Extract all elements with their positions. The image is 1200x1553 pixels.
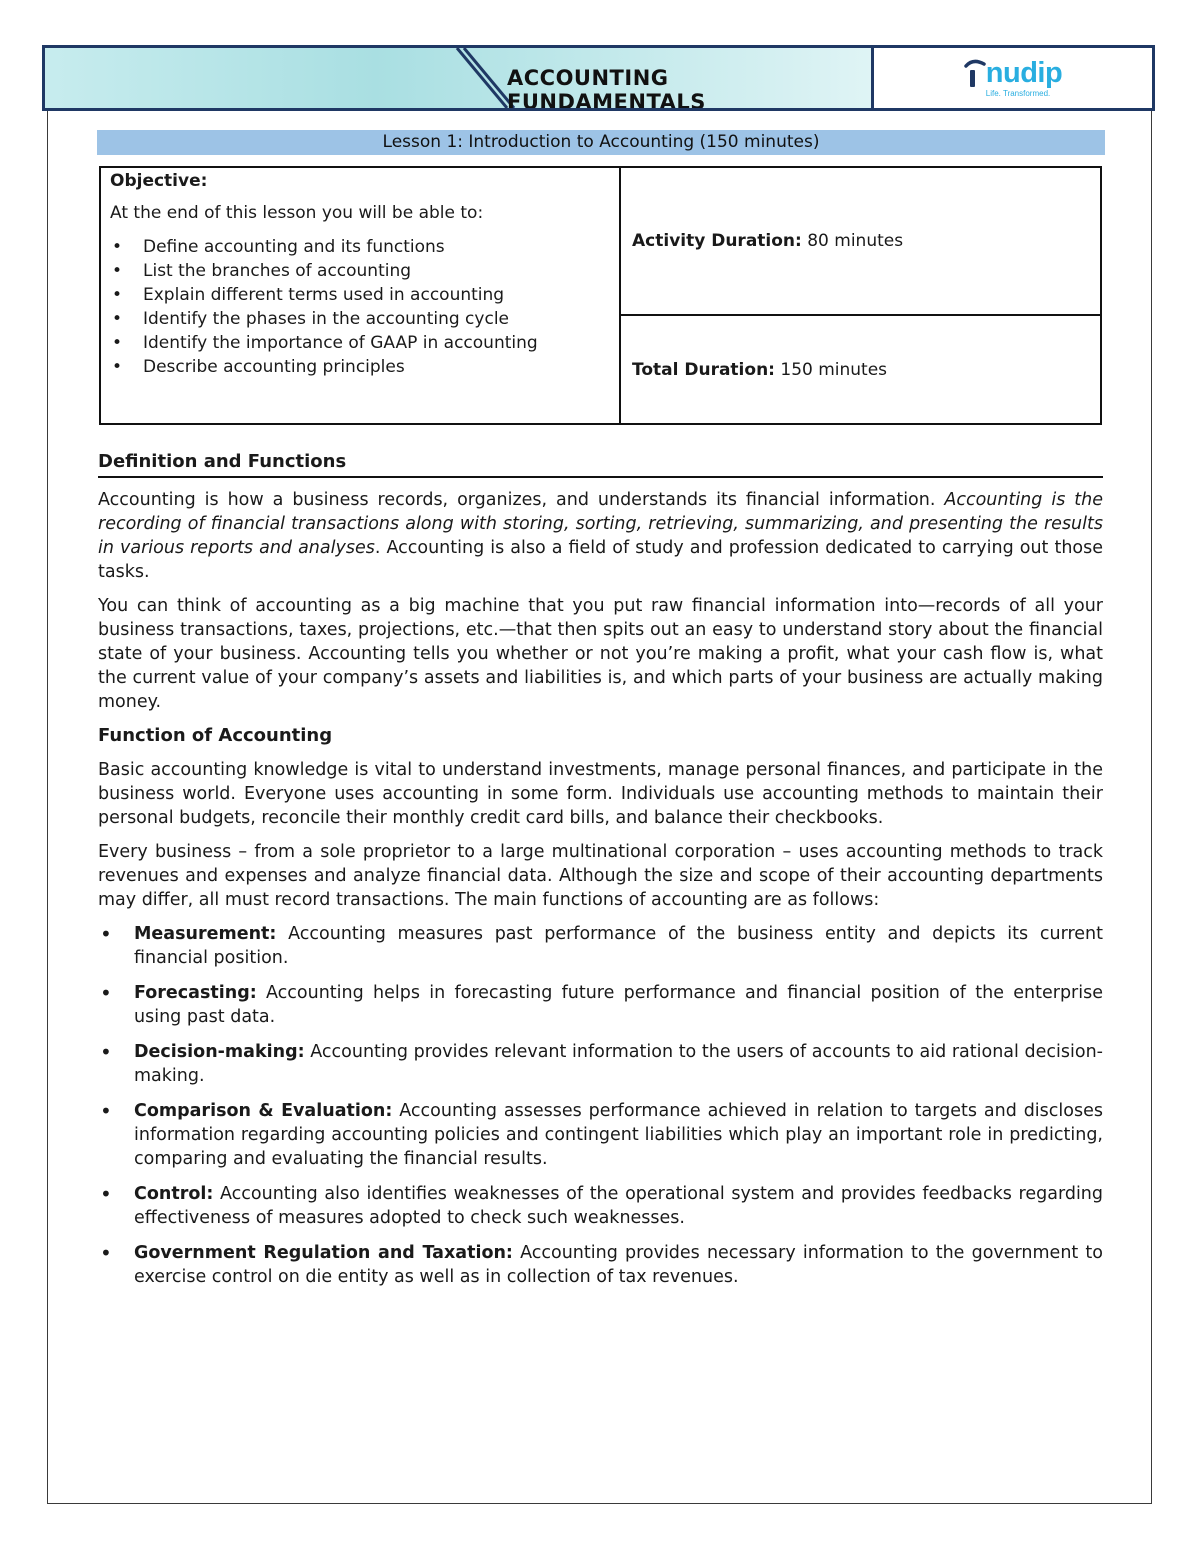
subsection-title: Function of Accounting (98, 725, 333, 746)
paragraph-every-business: Every business – from a sole proprietor to a large multinational corporation – uses accounting methods to track revenues and expenses and analyze financial data. Although the size and scope of their accounting departments may differ, all must record transactions. The main functions of accounting are as follows: (98, 842, 1103, 910)
objective-item: • Identify the importance of GAAP in accounting (110, 331, 609, 355)
objective-item: • Explain different terms used in accounting (110, 283, 609, 307)
activity-duration-label: Activity Duration: (632, 231, 802, 251)
logo-tagline: Life. Transformed. (985, 89, 1051, 98)
function-text: Accounting helps in forecasting future performance and financial position of the enterprise using past data. (134, 983, 1103, 1027)
section-title: Definition and Functions (98, 450, 1103, 478)
function-term: Comparison & Evaluation: (134, 1101, 393, 1121)
main-content (98, 450, 1103, 1300)
function-item (98, 1241, 1103, 1289)
function-item (98, 981, 1103, 1029)
nudip-logo (874, 48, 1152, 108)
function-text: Accounting measures past performance of the business entity and depicts its current financial position. (134, 924, 1103, 968)
objective-title: Objective: (110, 171, 208, 191)
paragraph-text: Accounting is how a business records, organizes, and understands its financial information. (98, 490, 945, 510)
objective-intro: At the end of this lesson you will be able to: (110, 203, 484, 223)
function-text: Accounting provides relevant information to the users of accounts to aid rational decision-making. (134, 1042, 1103, 1086)
definition-italic-text: Accounting is the recording of financial transactions along with storing, sorting, retrieving, summarizing, and presenting the results in various reports and analyses (98, 490, 1103, 558)
logo-text: nudip (985, 57, 1063, 89)
function-item (98, 922, 1103, 970)
function-term: Measurement: (134, 924, 277, 944)
header-title: ACCOUNTING FUNDAMENTALS (507, 66, 706, 108)
total-duration-label: Total Duration: (632, 359, 775, 380)
function-item (98, 1040, 1103, 1088)
objective-item: • Identify the phases in the accounting cycle (110, 307, 609, 331)
header-title-panel (45, 48, 874, 108)
objective-item: • Define accounting and its functions (110, 235, 609, 259)
function-text: Accounting also identifies weaknesses of the operational system and provides feedbacks regarding effectiveness of measures adopted to check such weaknesses. (134, 1184, 1103, 1228)
objective-cell (100, 167, 620, 424)
functions-list (98, 922, 1103, 1289)
logo-i-icon (964, 58, 986, 88)
paragraph-machine: You can think of accounting as a big machine that you put raw financial information into—records of all your business transactions, taxes, projections, etc.—that then spits out an easy to understand story about the financial state of your business. Accounting tells you whether or not you’re making a profit, what your cash flow is, what the current value of your company’s assets and liabilities is, and which parts of your business are actually making money. (98, 596, 1103, 712)
function-text: Accounting assesses performance achieved in relation to targets and discloses information regarding accounting policies and contingent liabilities which play an important role in predicting, comparing and evaluating the financial results. (134, 1101, 1103, 1169)
function-term: Forecasting: (134, 983, 257, 1003)
paragraph-definition (98, 488, 1103, 584)
objective-table (99, 166, 1102, 425)
objective-item: • List the branches of accounting (110, 259, 609, 283)
header-stripes-decoration (455, 48, 515, 108)
function-text: Accounting provides necessary information to the government to exercise control on die entity as well as in collection of tax revenues. (134, 1243, 1103, 1287)
function-item (98, 1182, 1103, 1230)
function-term: Government Regulation and Taxation: (134, 1243, 513, 1263)
activity-duration-value: 80 minutes (801, 231, 904, 251)
function-term: Decision-making: (134, 1042, 305, 1062)
total-duration-value: 150 minutes (774, 359, 888, 380)
total-duration-cell (620, 315, 1101, 424)
paragraph-text: . Accounting is also a field of study and profession dedicated to carrying out those tasks. (98, 538, 1104, 582)
function-term: Control: (134, 1184, 214, 1204)
page-header (42, 45, 1155, 111)
objective-item: • Describe accounting principles (110, 355, 609, 379)
paragraph-basic-knowledge: Basic accounting knowledge is vital to understand investments, manage personal finances, and participate in the business world. Everyone uses accounting in some form. Individuals use accounting methods to maintain their personal budgets, reconcile their monthly credit card bills, and balance their checkbooks. (98, 760, 1103, 828)
lesson-banner: Lesson 1: Introduction to Accounting (150 minutes) (97, 130, 1105, 155)
objective-list (110, 235, 609, 379)
activity-duration-cell (620, 167, 1101, 315)
function-item (98, 1099, 1103, 1171)
